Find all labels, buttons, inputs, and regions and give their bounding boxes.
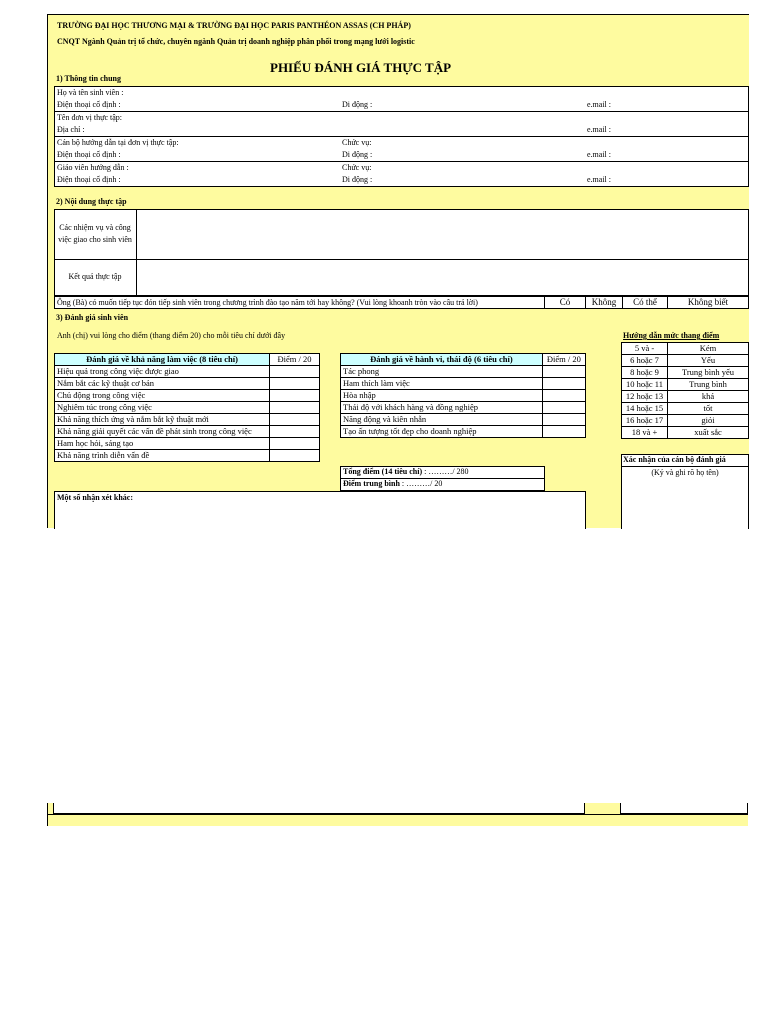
scale-label: Yếu — [668, 355, 749, 367]
supervisor-mobile-field[interactable]: Di động : — [342, 150, 373, 159]
table-row — [55, 450, 320, 462]
table-row — [622, 343, 749, 355]
teacher-field[interactable]: Giáo viên hướng dẫn : — [57, 163, 129, 172]
table-row — [55, 390, 320, 402]
internship-content-box — [54, 209, 749, 296]
comments-box-end — [53, 803, 585, 814]
scale-range: 8 hoặc 9 — [622, 367, 668, 379]
scale-label: giỏi — [668, 415, 749, 427]
totals-box — [340, 466, 545, 491]
table-row — [622, 367, 749, 379]
behavior-criterion: Năng động và kiên nhẫn — [341, 414, 543, 426]
score-cell[interactable] — [542, 378, 585, 390]
scale-label: xuất sắc — [668, 427, 749, 439]
student-mobile-field[interactable]: Di động : — [342, 100, 373, 109]
scale-label: khá — [668, 391, 749, 403]
section3-heading: 3) Đánh giá sinh viên — [56, 313, 129, 322]
continue-question-row — [54, 296, 749, 309]
table-row — [622, 355, 749, 367]
skill-criterion: Nắm bắt các kỹ thuật cơ bản — [55, 378, 270, 390]
score-cell[interactable] — [270, 414, 320, 426]
table-row — [341, 366, 586, 378]
skills-score-header: Điểm / 20 — [270, 354, 320, 366]
student-email-field[interactable]: e.mail : — [587, 100, 611, 109]
scale-range: 16 hoặc 17 — [622, 415, 668, 427]
table-row — [55, 366, 320, 378]
skill-criterion: Khả năng giải quyết các vấn đề phát sinh trong công việc — [55, 426, 270, 438]
company-address-field[interactable]: Địa chỉ : — [57, 125, 85, 134]
bottom-border — [47, 814, 748, 815]
supervisor-position-field[interactable]: Chức vụ: — [342, 138, 372, 147]
results-label: Kết quả thực tập — [68, 272, 122, 281]
score-cell[interactable] — [542, 402, 585, 414]
table-row — [622, 391, 749, 403]
behavior-table — [340, 353, 586, 438]
table-row — [55, 378, 320, 390]
section1-heading: 1) Thông tin chung — [56, 74, 121, 83]
results-input[interactable] — [137, 260, 748, 295]
skill-criterion: Nghiêm túc trong công việc — [55, 402, 270, 414]
behavior-criterion: Ham thích làm việc — [341, 378, 543, 390]
bottom-strip — [47, 803, 748, 826]
scale-guide-title: Hướng dẫn mức thang điểm — [623, 331, 720, 340]
score-cell[interactable] — [542, 390, 585, 402]
behavior-criterion: Thái độ với khách hàng và đồng nghiệp — [341, 402, 543, 414]
supervisor-field[interactable]: Cán bộ hướng dẫn tại đơn vị thực tập: — [57, 138, 179, 147]
table-row — [622, 379, 749, 391]
behavior-criterion: Hòa nhập — [341, 390, 543, 402]
table-row — [55, 402, 320, 414]
skills-table — [54, 353, 320, 462]
supervisor-landline-field[interactable]: Điện thoại cố định : — [57, 150, 121, 159]
score-cell[interactable] — [270, 426, 320, 438]
score-cell[interactable] — [542, 426, 585, 438]
student-landline-field[interactable]: Điện thoại cố định : — [57, 100, 121, 109]
scale-label: Kém — [668, 343, 749, 355]
scale-label: tốt — [668, 403, 749, 415]
table-row — [55, 414, 320, 426]
scale-range: 14 hoặc 15 — [622, 403, 668, 415]
continue-question: Ông (Bà) có muốn tiếp tục đón tiếp sinh viên trong chương trình đào tạo năm tới hay không? (Vui lòng khoanh tròn vào câu trả lời) — [57, 298, 478, 307]
confirmation-box-end — [620, 803, 748, 814]
tasks-label: Các nhiệm vụ và công việc giao cho sinh viên — [58, 223, 132, 244]
school-names: TRƯỜNG ĐẠI HỌC THƯƠNG MẠI & TRƯỜNG ĐẠI HỌC PARIS PANTHÉON ASSAS (CH PHÁP) — [57, 21, 411, 30]
confirm-title: Xác nhận của cán bộ đánh giá — [623, 455, 726, 464]
program-name: CNQT Ngành Quản trị tổ chức, chuyên ngành Quản trị doanh nghiệp phân phối trong mạng lưới logistic — [57, 37, 415, 46]
option-yes[interactable]: Có — [559, 297, 571, 307]
average-score[interactable]: Điểm trung bình : ………/ 20 — [343, 479, 443, 488]
table-row — [341, 390, 586, 402]
table-row — [341, 414, 586, 426]
evaluator-confirmation-box[interactable] — [621, 454, 749, 529]
form-title: PHIẾU ĐÁNH GIÁ THỰC TẬP — [270, 60, 452, 75]
total-score[interactable]: Tổng điểm (14 tiêu chí) : ………/ 280 — [343, 467, 469, 476]
scale-label: Trung bình yếu — [668, 367, 749, 379]
company-email-field[interactable]: e.mail : — [587, 125, 611, 134]
confirm-subtitle: (Ký và ghi rõ họ tên) — [651, 468, 719, 477]
skill-criterion: Chủ động trong công việc — [55, 390, 270, 402]
score-cell[interactable] — [270, 402, 320, 414]
scale-range: 18 và + — [622, 427, 668, 439]
skill-criterion: Khả năng thích ứng và nắm bắt kỹ thuật mới — [55, 414, 270, 426]
teacher-landline-field[interactable]: Điện thoại cố định : — [57, 175, 121, 184]
scale-guide-table — [621, 342, 749, 439]
student-name-field[interactable]: Họ và tên sinh viên : — [57, 88, 124, 97]
table-row — [55, 426, 320, 438]
scale-range: 12 hoặc 13 — [622, 391, 668, 403]
score-cell[interactable] — [542, 414, 585, 426]
behavior-header: Đánh giá về hành vi, thái độ (6 tiêu chí) — [341, 354, 543, 366]
option-no[interactable]: Không — [591, 297, 617, 307]
scale-label: Trung bình — [668, 379, 749, 391]
skill-criterion: Hiệu quả trong công việc được giao — [55, 366, 270, 378]
option-dont-know[interactable]: Không biết — [687, 297, 729, 307]
scale-range: 10 hoặc 11 — [622, 379, 668, 391]
comments-label: Một số nhận xét khác: — [57, 493, 134, 502]
skills-header: Đánh giá về khả năng làm việc (8 tiêu chí) — [55, 354, 270, 366]
teacher-email-field[interactable]: e.mail : — [587, 175, 611, 184]
evaluation-form-sheet — [47, 14, 749, 528]
teacher-position-field[interactable]: Chức vụ: — [342, 163, 372, 172]
behavior-criterion: Tác phong — [341, 366, 543, 378]
scale-range: 5 và - — [622, 343, 668, 355]
table-row — [622, 427, 749, 439]
section2-heading: 2) Nội dung thực tập — [56, 197, 127, 206]
behavior-criterion: Tạo ấn tượng tốt đẹp cho doanh nghiệp — [341, 426, 543, 438]
scoring-instruction: Anh (chị) vui lòng cho điểm (thang điểm 20) cho mỗi tiêu chí dưới đây — [57, 331, 286, 340]
score-cell[interactable] — [542, 366, 585, 378]
tasks-input[interactable] — [137, 210, 748, 258]
table-row — [341, 402, 586, 414]
general-info-box — [54, 86, 749, 187]
skill-criterion: Ham học hỏi, sáng tạo — [55, 438, 270, 450]
table-row — [341, 378, 586, 390]
score-cell[interactable] — [270, 438, 320, 450]
score-cell[interactable] — [270, 378, 320, 390]
table-row — [622, 415, 749, 427]
teacher-mobile-field[interactable]: Di động : — [342, 175, 373, 184]
scale-range: 6 hoặc 7 — [622, 355, 668, 367]
table-row — [622, 403, 749, 415]
comments-box[interactable] — [54, 491, 586, 529]
table-row — [341, 426, 586, 438]
company-name-field[interactable]: Tên đơn vị thực tập: — [57, 113, 122, 122]
score-cell[interactable] — [270, 366, 320, 378]
table-row — [55, 438, 320, 450]
score-cell[interactable] — [270, 390, 320, 402]
supervisor-email-field[interactable]: e.mail : — [587, 150, 611, 159]
score-cell[interactable] — [270, 450, 320, 462]
skill-criterion: Khả năng trình diễn vấn đề — [55, 450, 270, 462]
option-maybe[interactable]: Có thể — [633, 297, 657, 307]
behavior-score-header: Điểm / 20 — [542, 354, 585, 366]
